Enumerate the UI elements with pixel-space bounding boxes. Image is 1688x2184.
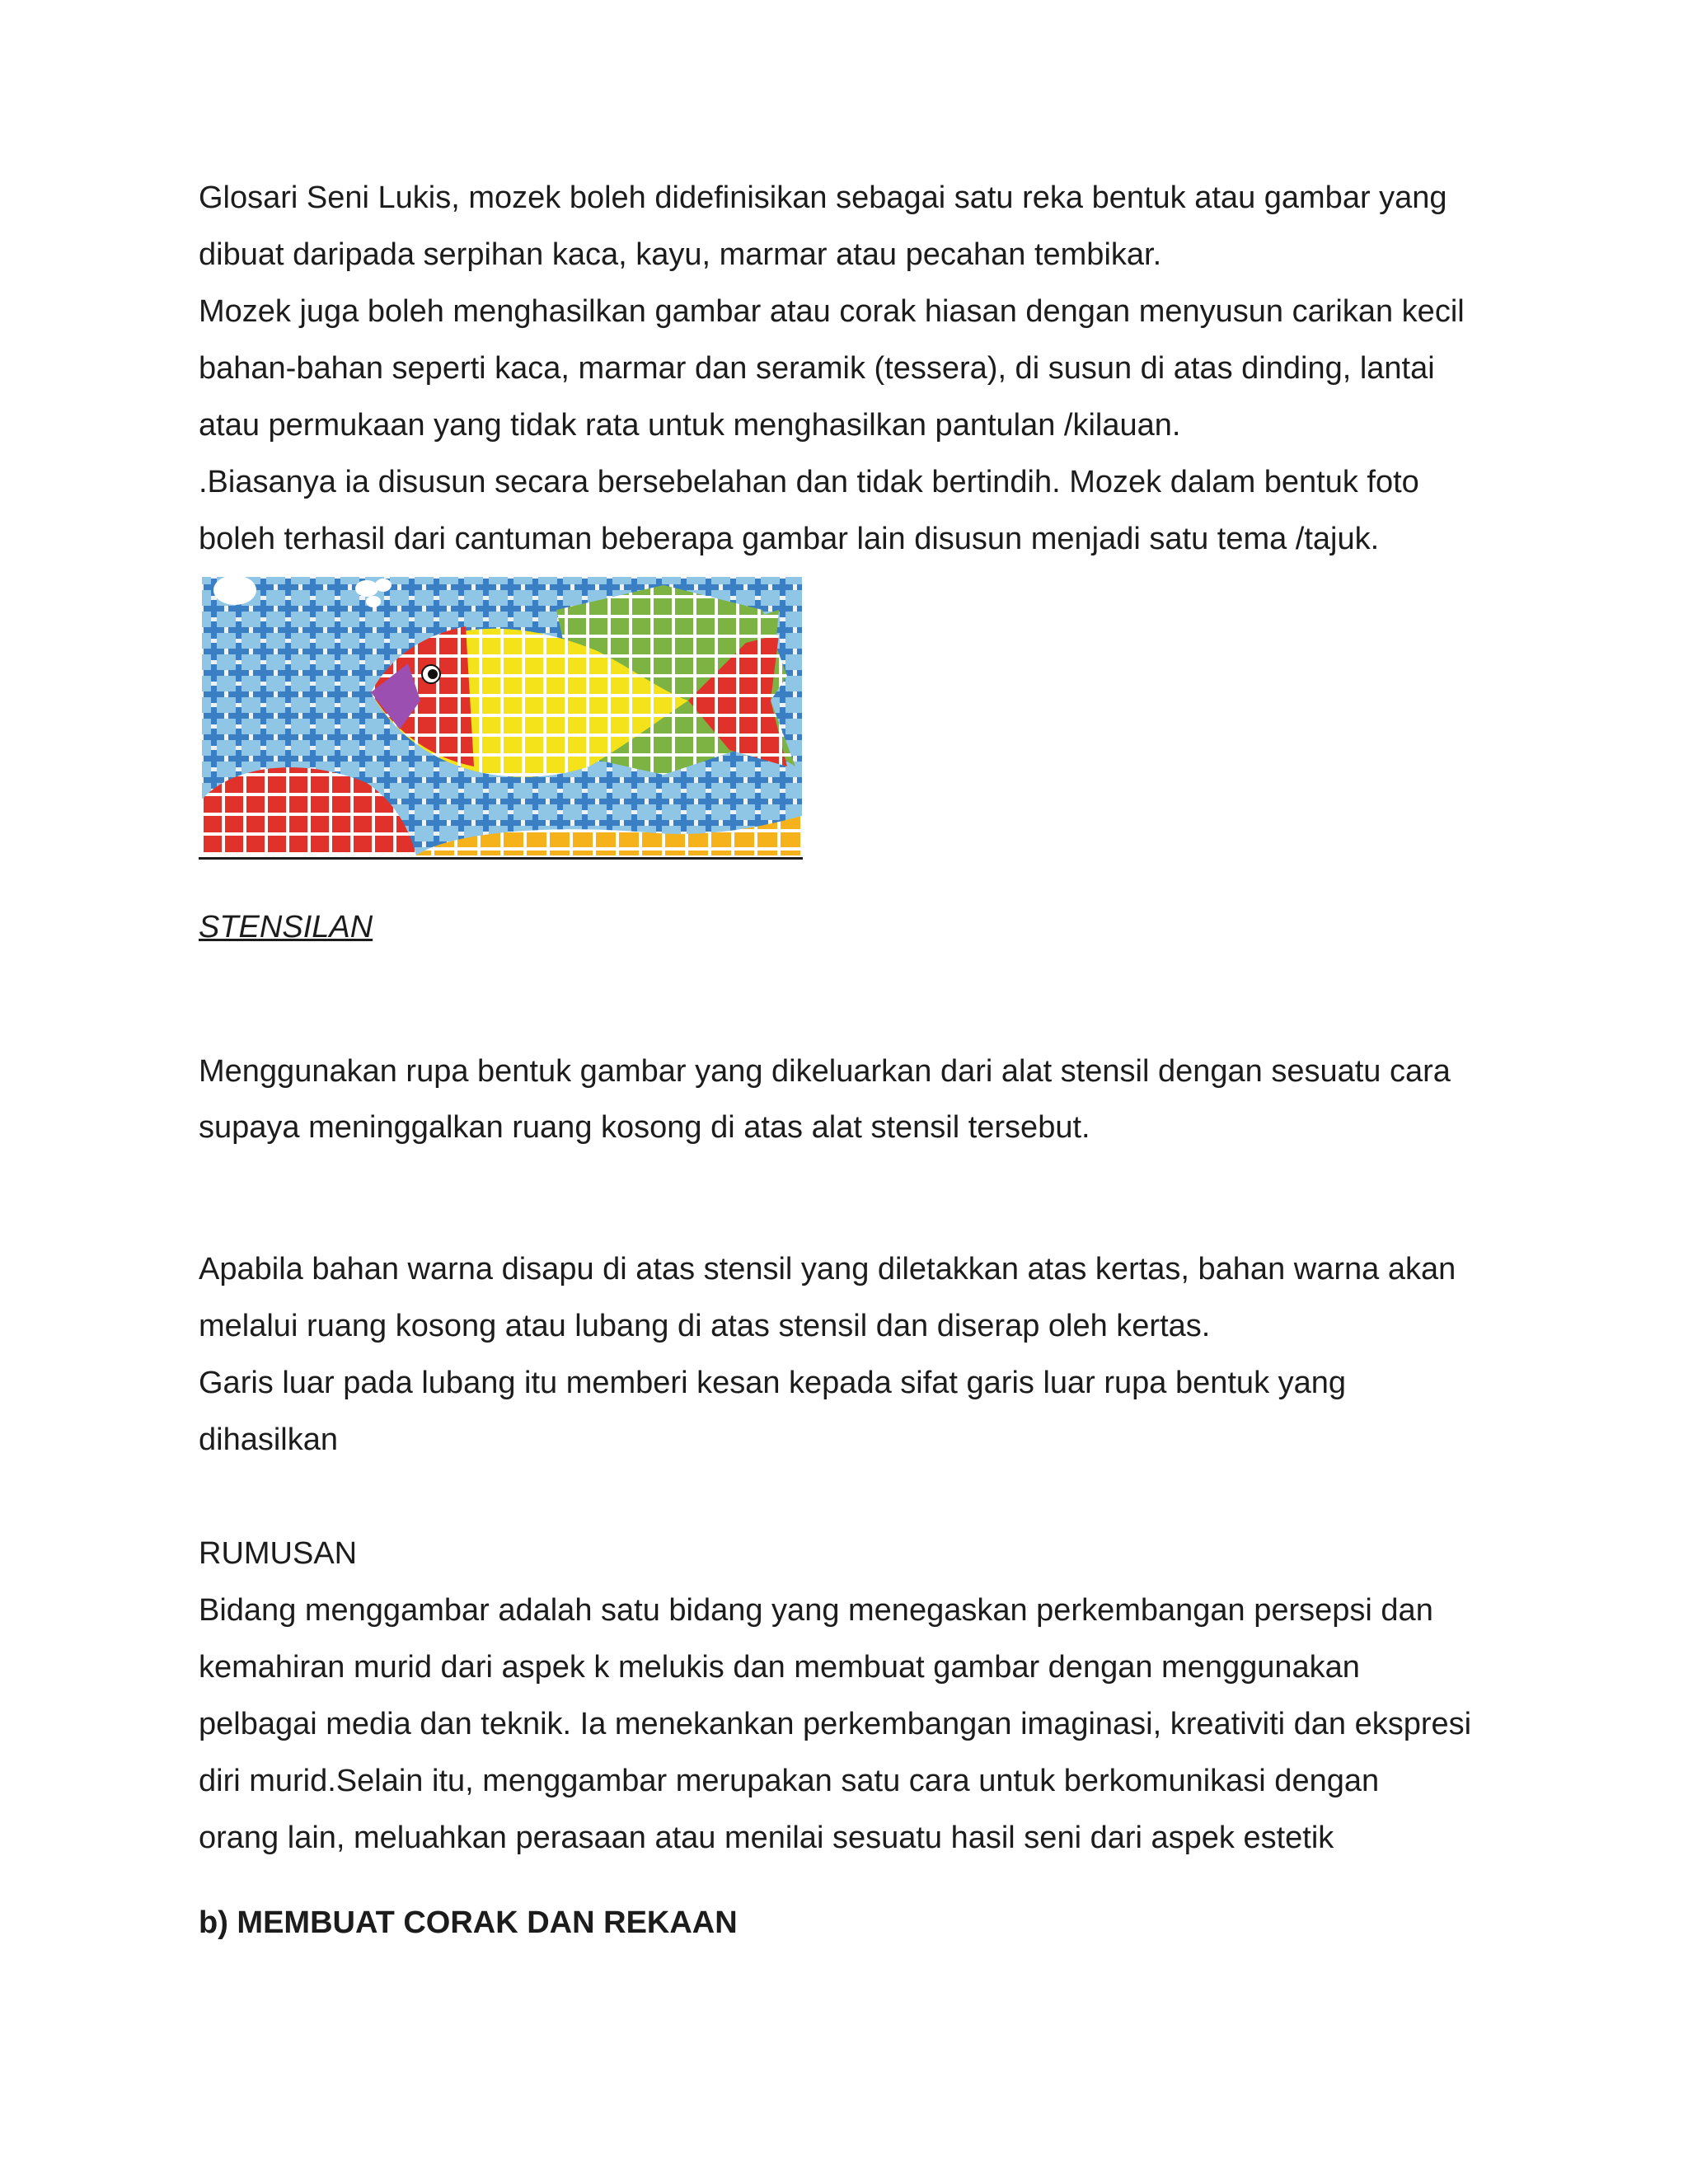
text-line: Mozek juga boleh menghasilkan gambar atau corak hiasan dengan menyusun carikan kecil: [199, 294, 1465, 329]
image-underline: [199, 857, 803, 860]
text-line: orang lain, meluahkan perasaan atau menilai sesuatu hasil seni dari aspek estetik: [199, 1821, 1334, 1855]
rumusan-heading: RUMUSAN: [199, 1536, 358, 1571]
text-line: Garis luar pada lubang itu memberi kesan kepada sifat garis luar rupa bentuk yang: [199, 1366, 1347, 1400]
text-line: bahan-bahan seperti kaca, marmar dan seramik (tessera), di susun di atas dinding, lantai: [199, 351, 1435, 386]
text-line: melalui ruang kosong atau lubang di atas stensil dan diserap oleh kertas.: [199, 1309, 1211, 1343]
text-line: supaya meninggalkan ruang kosong di atas alat stensil tersebut.: [199, 1110, 1090, 1145]
text-line: pelbagai media dan teknik. Ia menekankan perkembangan imaginasi, kreativiti dan ekspresi: [199, 1707, 1472, 1741]
text-line: dihasilkan: [199, 1422, 338, 1457]
fish-mosaic-image: [202, 577, 802, 855]
text-line: diri murid.Selain itu, menggambar merupakan satu cara untuk berkomunikasi dengan: [199, 1764, 1380, 1798]
fish-mosaic-svg: [202, 577, 802, 855]
text-line: kemahiran murid dari aspek k melukis dan membuat gambar dengan menggunakan: [199, 1650, 1360, 1685]
text-line: dibuat daripada serpihan kaca, kayu, marmar atau pecahan tembikar.: [199, 237, 1162, 272]
text-line: boleh terhasil dari cantuman beberapa gambar lain disusun menjadi satu tema /tajuk.: [199, 522, 1380, 556]
text-line: Menggunakan rupa bentuk gambar yang dikeluarkan dari alat stensil dengan sesuatu cara: [199, 1054, 1451, 1089]
text-line: Glosari Seni Lukis, mozek boleh didefinisikan sebagai satu reka bentuk atau gambar yang: [199, 180, 1447, 215]
text-line: .Biasanya ia disusun secara bersebelahan dan tidak bertindih. Mozek dalam bentuk foto: [199, 465, 1419, 499]
section-b-heading: b) MEMBUAT CORAK DAN REKAAN: [199, 1905, 738, 1940]
text-line: Apabila bahan warna disapu di atas stensil yang diletakkan atas kertas, bahan warna akan: [199, 1252, 1456, 1286]
text-line: Bidang menggambar adalah satu bidang yang menegaskan perkembangan persepsi dan: [199, 1593, 1433, 1628]
stensilan-heading: STENSILAN: [199, 910, 373, 944]
text-line: atau permukaan yang tidak rata untuk menghasilkan pantulan /kilauan.: [199, 408, 1181, 443]
